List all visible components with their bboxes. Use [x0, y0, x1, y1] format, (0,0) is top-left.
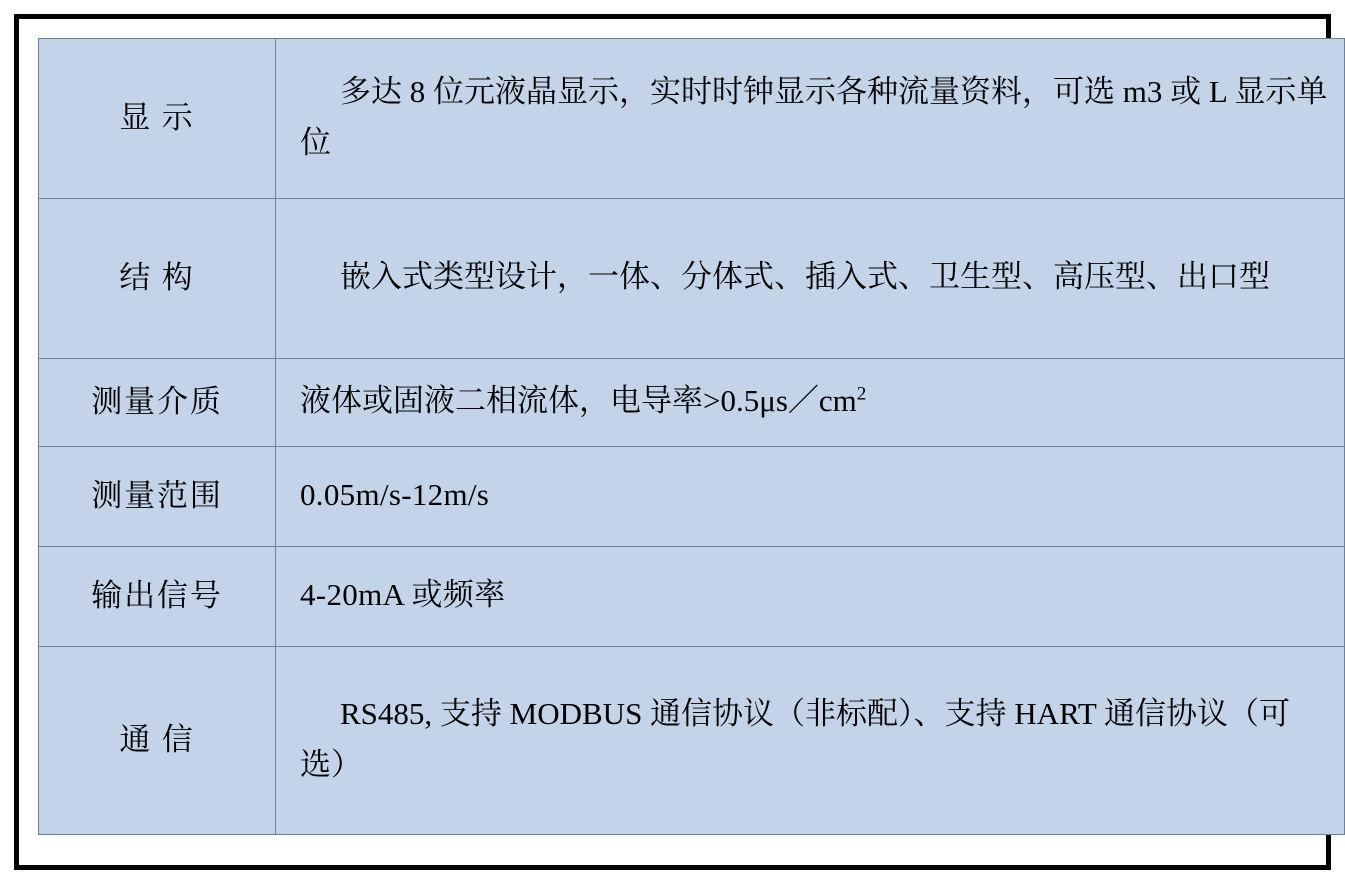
- table-row: [39, 647, 1345, 835]
- medium-text: 液体或固液二相流体，电导率>0.5μs／cm: [300, 383, 857, 419]
- row-value-output: 4-20mA 或频率: [276, 547, 1345, 647]
- row-value-medium: [276, 359, 1345, 447]
- row-value-communication: RS485, 支持 MODBUS 通信协议（非标配）、支持 HART 通信协议（可选）: [276, 647, 1345, 835]
- row-label-range: 测量范围: [39, 447, 276, 547]
- specification-table: [38, 38, 1345, 835]
- table-row: [39, 447, 1345, 547]
- row-label-display: 显 示: [39, 39, 276, 199]
- table-row: [39, 199, 1345, 359]
- row-value-structure: 嵌入式类型设计，一体、分体式、插入式、卫生型、高压型、出口型: [276, 199, 1345, 359]
- table-row: [39, 39, 1345, 199]
- row-value-range: 0.05m/s-12m/s: [276, 447, 1345, 547]
- medium-superscript: 2: [856, 384, 867, 406]
- row-value-display: 多达 8 位元液晶显示，实时时钟显示各种流量资料，可选 m3 或 L 显示单位: [276, 39, 1345, 199]
- row-label-structure: 结 构: [39, 199, 276, 359]
- table-outer-frame: [14, 14, 1331, 870]
- row-label-output: 输出信号: [39, 547, 276, 647]
- row-label-communication: 通 信: [39, 647, 276, 835]
- table-row: [39, 547, 1345, 647]
- table-row: [39, 359, 1345, 447]
- row-label-medium: 测量介质: [39, 359, 276, 447]
